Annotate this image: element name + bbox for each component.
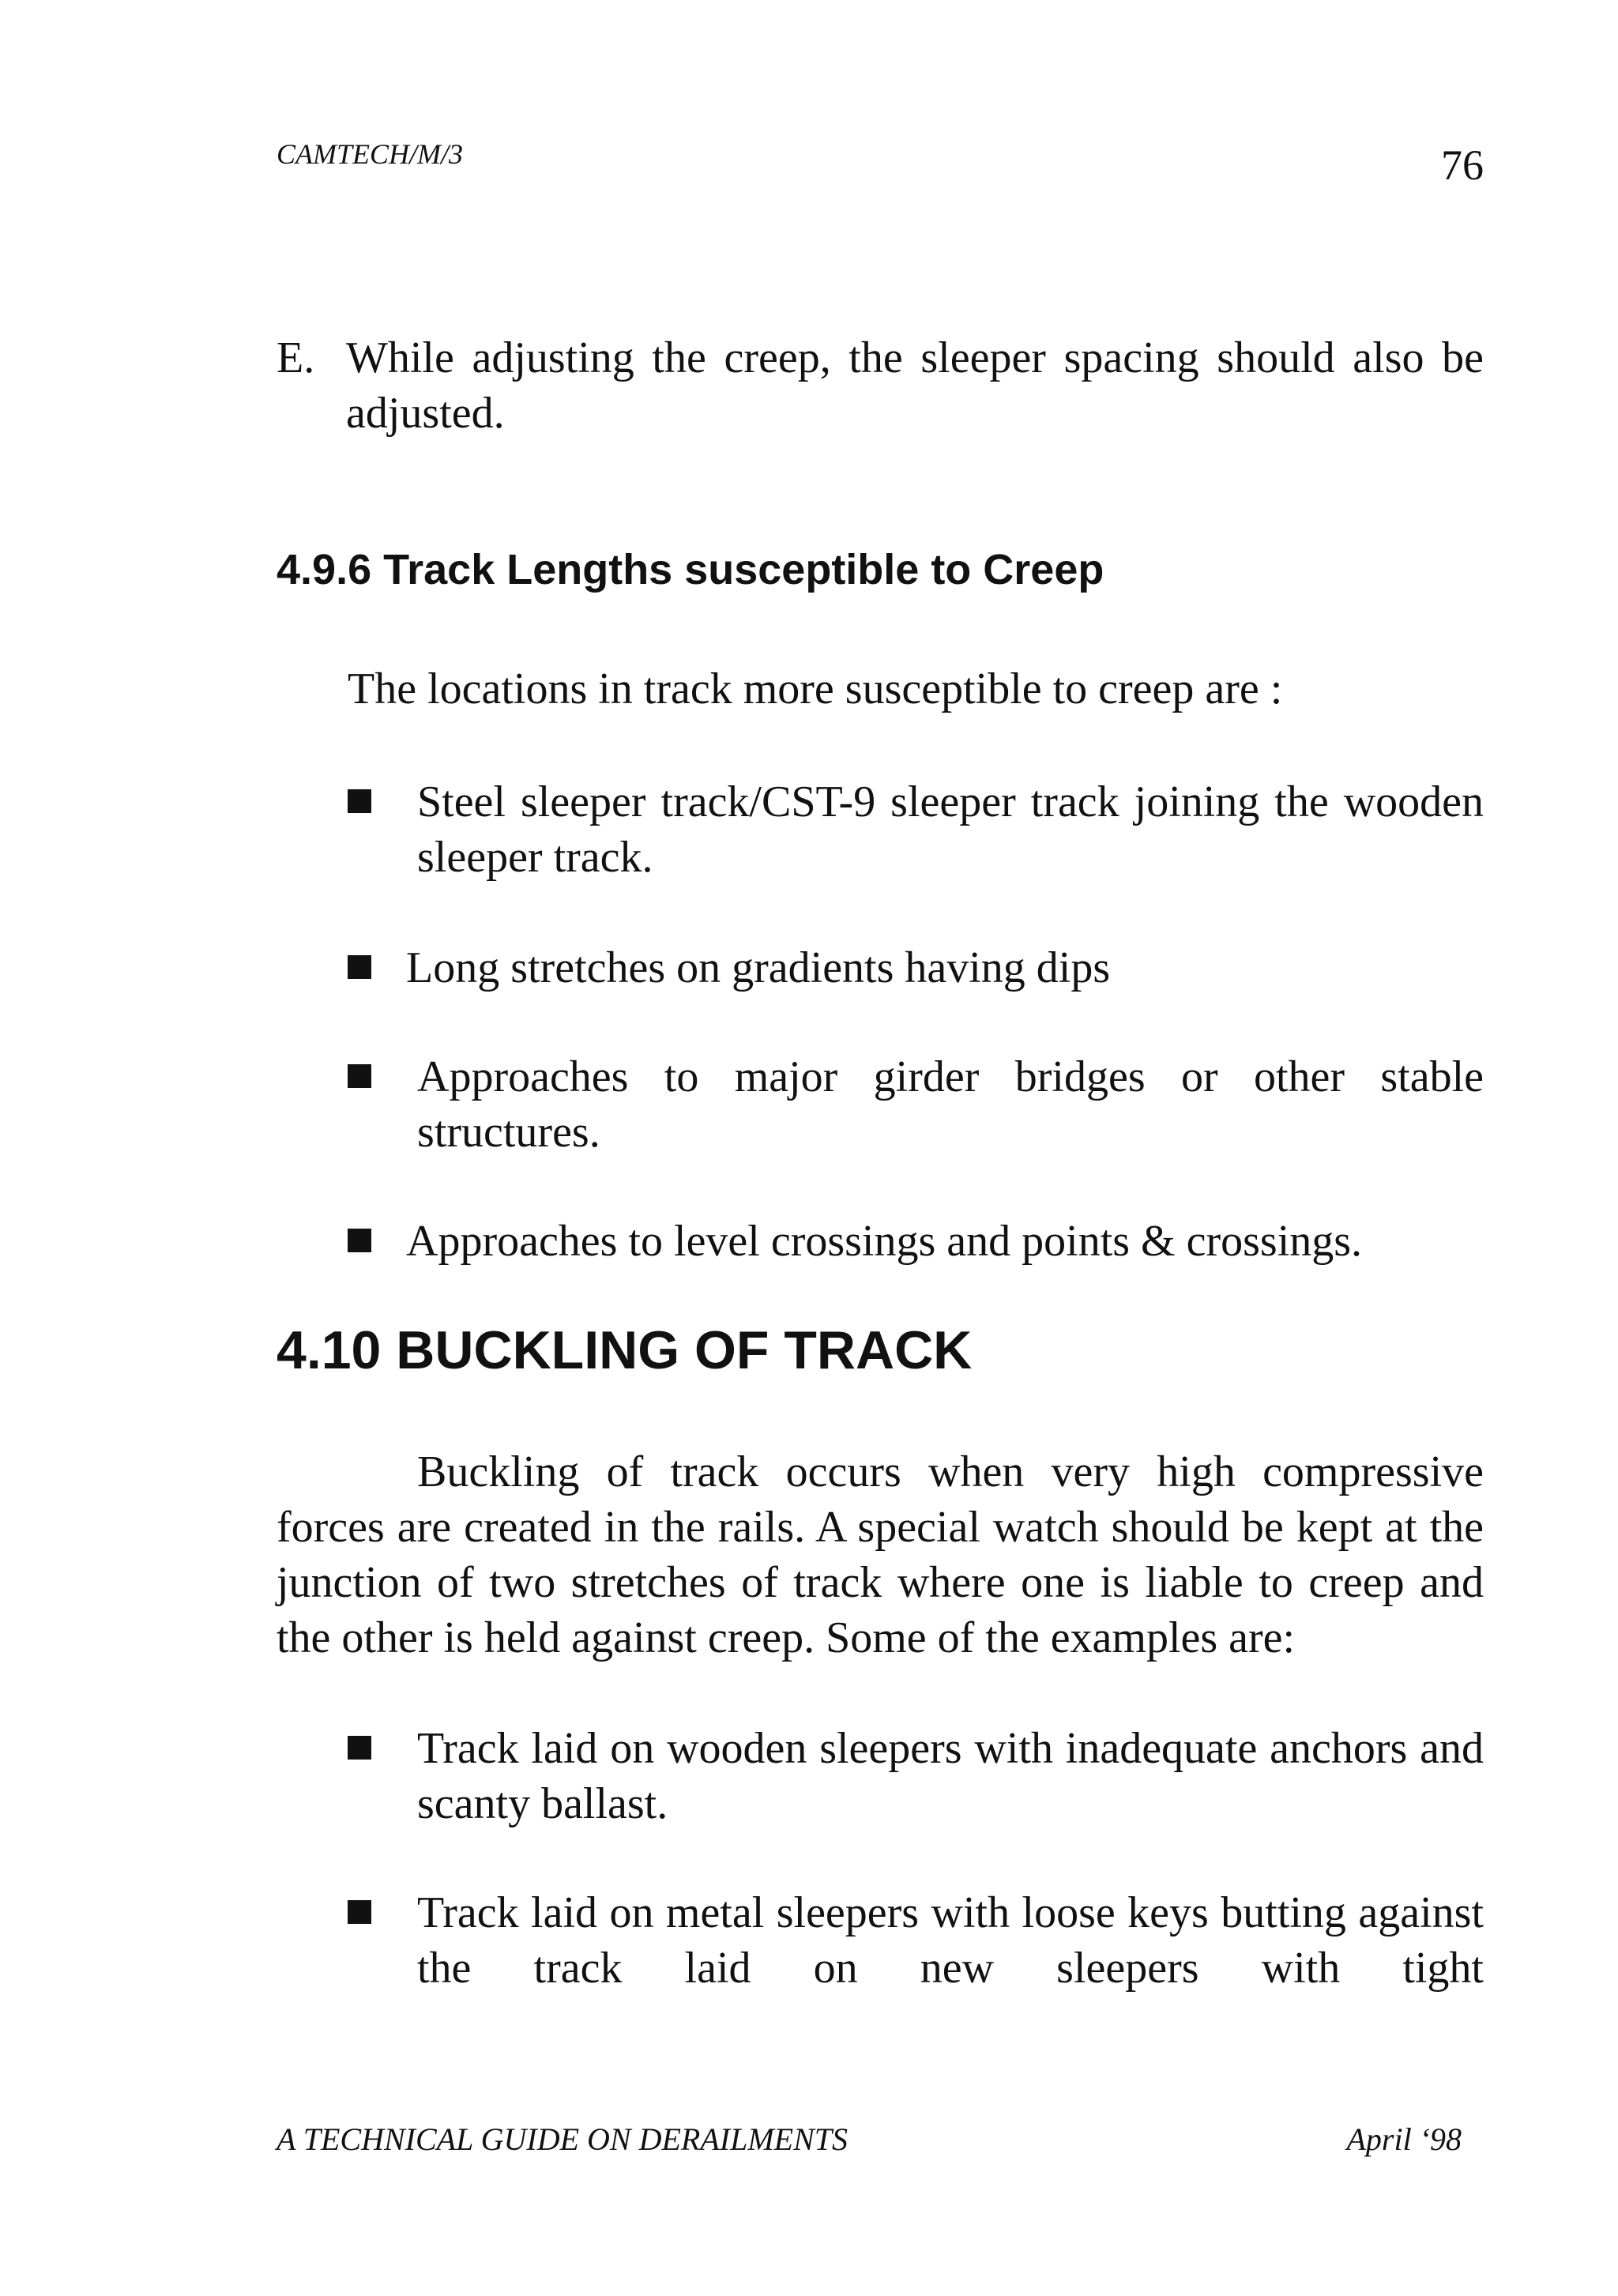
- body-paragraph: Buckling of track occurs when very high compressive forces are created in the rails. A special watch should be kept at the junction of two stretches of track where one is liable to creep and the other is held against creep. Some of the examples are:: [277, 1447, 1484, 1662]
- document-code: CAMTECH/M/3: [277, 138, 464, 170]
- list-item: Track laid on wooden sleepers with inadequate anchors and scanty ballast.: [348, 1721, 1484, 1831]
- square-bullet-icon: [348, 955, 371, 979]
- list-item-e: [277, 330, 1484, 441]
- footer-title: A TECHNICAL GUIDE ON DERAILMENTS: [277, 2121, 849, 2157]
- footer-date: April ‘98: [1346, 2121, 1462, 2157]
- section-intro: The locations in track more susceptible to creep are :: [348, 664, 1283, 713]
- list-item: Approaches to level crossings and points & crossings.: [348, 1214, 1484, 1269]
- square-bullet-icon: [348, 789, 371, 813]
- square-bullet-icon: [348, 1064, 371, 1088]
- list-item: Steel sleeper track/CST-9 sleeper track joining the wooden sleeper track.: [348, 774, 1484, 885]
- item-text: While adjusting the creep, the sleeper spacing should also be adjusted.: [346, 333, 1484, 438]
- list-item: Approaches to major girder bridges or other stable structures.: [348, 1049, 1484, 1160]
- list-item: Long stretches on gradients having dips: [348, 940, 1484, 996]
- section-heading-4-9-6: 4.9.6 Track Lengths susceptible to Creep: [277, 546, 1104, 593]
- square-bullet-icon: [348, 1736, 371, 1760]
- section-heading-4-10: 4.10 BUCKLING OF TRACK: [277, 1320, 973, 1380]
- page-number: 76: [1441, 141, 1484, 189]
- square-bullet-icon: [348, 1229, 371, 1252]
- square-bullet-icon: [348, 1900, 371, 1924]
- list-item: Track laid on metal sleepers with loose keys butting against the track laid on new sleepers with tight: [348, 1885, 1484, 1996]
- item-label: E.: [277, 333, 315, 382]
